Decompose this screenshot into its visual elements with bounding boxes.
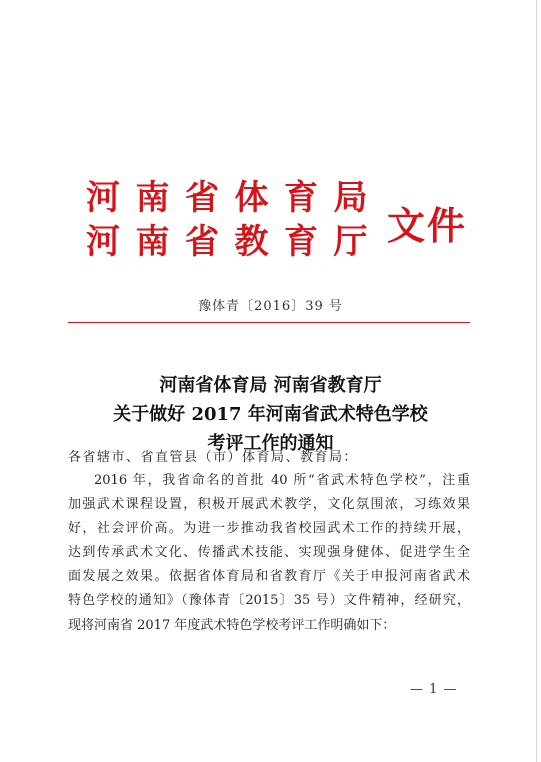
recipient-line: 各省辖市、省直管县（市）体育局、教育局： (68, 450, 359, 465)
document-number: 豫体青〔2016〕39 号 (198, 299, 343, 314)
document-word: 文件 (387, 203, 468, 248)
body-line: 特色学校的通知》（豫体青〔2015〕35 号）文件精神，经研究， (68, 593, 470, 609)
body-line: 加强武术课程设置，积极开展武术教学，文化氛围浓，习练效果 (68, 497, 470, 513)
title-line-1: 河南省体育局 河南省教育厅 (159, 375, 382, 396)
notice-title (0, 371, 541, 458)
body-line: 好，社会评价高。为进一步推动我省校园武术工作的持续开展， (68, 521, 470, 537)
page-number: — 1 — (410, 682, 458, 697)
issuer-sports-bureau: 河南省体育局 (86, 178, 383, 218)
body-line: 现将河南省 2017 年度武术特色学校考评工作明确如下： (68, 617, 396, 633)
issuer-block (86, 176, 386, 264)
red-separator-rule (68, 322, 470, 323)
title-line-2: 关于做好 2017 年河南省武术特色学校 (113, 404, 428, 425)
issuer-education-department: 河南省教育厅 (86, 222, 383, 262)
body-line: 面发展之效果。依据省体育局和省教育厅《关于申报河南省武术 (68, 569, 470, 585)
body-line: 2016 年，我省命名的首批 40 所“省武术特色学校”，注重 (94, 473, 470, 488)
body-line: 达到传承武术文化、传播武术技能、实现强身健体、促进学生全 (68, 545, 470, 561)
title-line-3: 考评工作的通知 (207, 433, 334, 454)
body-paragraph (68, 469, 470, 638)
